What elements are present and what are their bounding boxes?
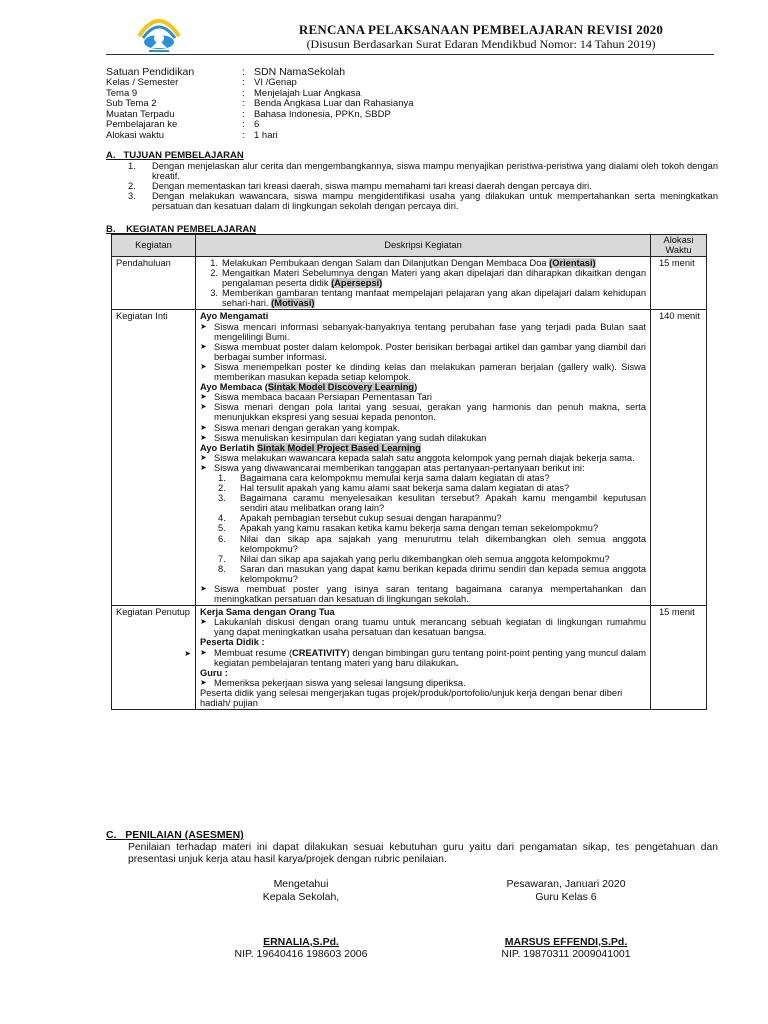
arrowhead-bullet-icon: ➤ <box>200 422 207 432</box>
table-row <box>112 606 707 710</box>
section-a-heading <box>106 150 244 161</box>
question-item <box>200 513 646 523</box>
signature-right <box>466 878 666 904</box>
arrowhead-bullet-icon: ➤ <box>200 647 207 657</box>
document-subtitle: (Disusun Berdasarkan Surat Edaran Mendikbud Nomor: 14 Tahun 2019) <box>306 37 656 51</box>
arrowhead-bullet-icon: ➤ <box>200 321 207 331</box>
arrowhead-bullet-icon: ➤ <box>200 392 207 402</box>
list-item <box>200 258 646 268</box>
identity-label: Pembelajaran ke <box>106 119 178 131</box>
table-header-row <box>112 235 707 257</box>
question-item <box>200 554 646 564</box>
identity-row <box>106 99 726 110</box>
item-text: Siswa melakukan wawancara kepada salah satu anggota kelompok yang pernah diajak bekerja sama. <box>214 452 635 463</box>
item-text: Siswa menuliskan kesimpulan dari kegiatan yang sudah dilakukan <box>214 432 487 443</box>
item-text: Siswa membuat poster dalam kelompok. Poster berisikan berbagai artikel dan gambar yang diambil dari berbagai sumber informasi. <box>214 341 646 362</box>
question-text: Bagaimana caramu menyelesaikan kesulitan tersebut? Apakah kamu mengambil keputusan sendiri atau melibatkan orang lain? <box>240 493 646 514</box>
section-title: KEGIATAN PEMBELAJARAN <box>126 224 257 235</box>
subheading-peserta-didik: Peserta Didik : <box>200 637 265 648</box>
inti-description <box>196 310 651 606</box>
question-number: 5. <box>218 523 226 534</box>
subheading-text: Ayo Berlatih <box>200 442 255 453</box>
section-letter: B. <box>106 224 116 235</box>
section-letter: A. <box>106 150 116 161</box>
item-text: Siswa yang diwawancarai memberikan tanggapan atas pertanyaan-pertanyaan berikut ini: <box>214 462 585 473</box>
arrowhead-bullet-icon: ➤ <box>200 677 207 687</box>
item-text: Mengaitkan Materi Sebelumnya dengan Materi yang akan dipelajari dan diharapkan dikaitkan dengan pengalaman peserta didik <box>222 268 646 289</box>
identity-row <box>106 120 726 131</box>
header-divider <box>106 54 714 55</box>
identity-label: Alokasi waktu <box>106 129 165 141</box>
signature-place-date: Pesawaran, Januari 2020 <box>506 878 626 890</box>
time-pendahuluan: 15 menit <box>651 257 707 310</box>
item-text: Dengan menjelaskan alur cerita dan mengembangkannya, siswa mampu menyajikan peristiwa-peristiwa yang dialami oleh tokoh dengan kreatif. <box>152 161 718 181</box>
question-number: 4. <box>218 513 226 524</box>
list-item <box>200 617 646 637</box>
identity-label: Sub Tema 2 <box>106 98 157 110</box>
item-tag: (Motivasi) <box>271 298 315 309</box>
signature-left <box>226 878 376 904</box>
question-item <box>200 523 646 533</box>
tut-wuri-handayani-logo <box>133 12 185 56</box>
stage-pendahuluan: Pendahuluan <box>112 257 196 310</box>
table-row <box>112 257 707 310</box>
identity-row <box>106 78 726 89</box>
header-deskripsi: Deskripsi Kegiatan <box>196 235 651 257</box>
assessment-text: Penilaian terhadap materi ini dapat dilakukan sesuai kebutuhan guru yaitu dari pengamatan sikap, tes pengetahuan dan presentasi unjuk kerja atau hasil karya/projek dengan rubric penilaian. <box>128 842 718 865</box>
header-kegiatan: Kegiatan <box>112 235 196 257</box>
identity-colon: : <box>242 98 245 110</box>
identity-label: Muatan Terpadu <box>106 108 175 120</box>
header-alokasi: Alokasi Waktu <box>651 235 707 257</box>
objectives-list <box>128 161 718 211</box>
item-number: 1. <box>128 161 136 171</box>
item-number: 3. <box>210 288 218 299</box>
identity-value: SDN NamaSekolah <box>254 66 346 78</box>
item-text: Membuat resume ( <box>214 647 293 658</box>
question-text: Bagaimana cara kelompokmu memulai kerja sama dalam kegiatan di atas? <box>240 472 550 483</box>
item-number: 3. <box>128 191 136 201</box>
subheading-close: ) <box>414 382 418 393</box>
question-item <box>200 564 646 584</box>
item-text: Siswa membaca bacaan Persiapan Pementasan Tari <box>214 392 432 403</box>
signature-role: Guru Kelas 6 <box>535 891 597 903</box>
list-item <box>200 288 646 308</box>
list-item <box>128 181 718 191</box>
subheading-kerja-sama: Kerja Sama dengan Orang Tua <box>200 607 335 618</box>
list-item <box>200 648 646 668</box>
item-text: Siswa menempelkan poster ke dinding kelas dan melakukan pameran berjalan (gallery walk). Siswa memberikan masukan kepada setiap kelompok. <box>214 361 646 383</box>
section-letter: C. <box>106 829 117 841</box>
arrowhead-bullet-icon: ➤ <box>200 361 207 371</box>
list-item <box>200 392 646 402</box>
signatory-left <box>206 936 396 960</box>
item-number: 2. <box>210 268 218 279</box>
model-tag: Sintak Model Project Based Learning <box>257 442 421 453</box>
question-text: Apakah yang kamu rasakan ketika kamu bekerja sama dengan teman sekelompokmu? <box>240 523 599 534</box>
closing-text: Peserta didik yang selesai mengerjakan tugas projek/produk/portofolio/unjuk kerja dengan benar diberi hadiah/ pujian <box>200 687 623 709</box>
table-row <box>112 310 707 606</box>
item-text: . <box>455 657 459 668</box>
signature-caption: Mengetahui <box>273 878 329 890</box>
identity-value: Bahasa Indonesia, PPKn, SBDP <box>254 108 391 120</box>
signatory-nip: NIP. 19870311 2009041001 <box>501 948 631 960</box>
arrowhead-bullet-icon: ➤ <box>200 452 207 462</box>
item-text: Siswa mencari informasi sebanyak-banyaknya tentang perubahan fase yang terjadi pada Bulan saat mengelilingi Bumi. <box>214 321 646 342</box>
signatory-right <box>466 936 666 960</box>
identity-colon: : <box>242 129 245 141</box>
identity-label: Kelas / Semester <box>106 77 179 88</box>
list-item <box>200 453 646 463</box>
identity-label: Satuan Pendidikan <box>106 66 195 78</box>
item-emphasis: CREATIVITY <box>292 647 347 658</box>
item-tag: (Apersepsi) <box>331 278 383 289</box>
question-item <box>200 483 646 493</box>
question-text: Nilai dan sikap apa sajakah yang menurutmu telah dikembangkan oleh semua anggota kelompokmu? <box>240 533 646 554</box>
item-text: Dengan mementaskan tari kreasi daerah, siswa mampu memahami tari kreasi daerah dengan percaya diri. <box>152 181 592 191</box>
question-item <box>200 493 646 513</box>
question-number: 2. <box>218 483 226 494</box>
model-tag: Sintak Model Discovery Learning <box>267 382 415 393</box>
identity-value: 1 hari <box>254 129 278 141</box>
list-item <box>128 161 718 181</box>
question-number: 6. <box>218 533 226 544</box>
item-tag: (Orientasi) <box>549 258 596 268</box>
item-text: Melakukan Pembukaan dengan Salam dan Dilanjutkan Dengan Membaca Doa <box>222 258 547 268</box>
list-item <box>200 402 646 422</box>
question-text: Saran dan masukan yang dapat kamu berikan kepada dirimu sendiri dan kepada semua anggota kelompokmu? <box>240 563 646 584</box>
arrowhead-bullet-icon: ➤ <box>200 584 207 593</box>
question-text: Nilai dan sikap apa sajakah yang perlu dikembangkan oleh semua anggota kelompokmu? <box>240 553 610 564</box>
item-text: Lakukanlah diskusi dengan orang tuamu untuk merancang sebuah kegiatan di lingkungan rumahmu yang dapat meningkatkan usaha persatuan dan kesatuan bangsa. <box>214 617 646 638</box>
list-item <box>200 268 646 288</box>
stage-label: Kegiatan Penutup <box>116 607 190 618</box>
penutup-description <box>196 606 651 710</box>
document-title: RENCANA PELAKSANAAN PEMBELAJARAN REVISI 2020 <box>298 22 664 37</box>
question-text: Apakah pembagian tersebut cukup sesuai dengan harapanmu? <box>240 513 502 524</box>
item-text: Siswa menari dengan gerakan yang kompak. <box>214 422 401 433</box>
list-item <box>128 191 718 211</box>
question-number: 1. <box>218 472 226 483</box>
list-item <box>200 362 646 382</box>
identity-row <box>106 131 726 142</box>
section-title: PENILAIAN (ASESMEN) <box>125 829 244 841</box>
pendahuluan-description <box>196 257 651 310</box>
item-text: Memberikan gambaran tentang manfaat mempelajari pelajaran yang akan dipelajari dalam kehidupan sehari-hari. <box>222 288 646 309</box>
list-item <box>200 322 646 342</box>
identity-colon: : <box>242 108 245 120</box>
arrowhead-bullet-icon: ➤ <box>200 432 207 442</box>
item-text: Siswa menari dengan pola lantai yang sesuai, gerakan yang harmonis dan penuh makna, serta menunjukkan ekspresi yang sesuai kepada penonton. <box>214 402 646 423</box>
identity-row <box>106 89 726 100</box>
identity-colon: : <box>242 87 245 99</box>
arrowhead-bullet-icon: ➤ <box>184 649 191 659</box>
list-item <box>200 433 646 443</box>
arrowhead-bullet-icon: ➤ <box>200 617 207 627</box>
subheading-membaca <box>200 382 646 392</box>
question-number: 3. <box>218 493 226 504</box>
question-number: 8. <box>218 563 226 574</box>
time-penutup: 15 menit <box>651 606 707 710</box>
question-number: 7. <box>218 553 226 564</box>
identity-value: Menjelajah Luar Angkasa <box>254 87 361 99</box>
identity-value: VI /Genap <box>254 77 297 88</box>
item-number: 1. <box>210 258 218 268</box>
item-text: ) dengan bimbingan guru tentang point-point penting yang muncul dalam kegiatan pembelajaran tentang materi yang baru dilakukan <box>214 647 646 668</box>
identity-colon: : <box>242 119 245 131</box>
list-item <box>200 342 646 362</box>
section-c-heading <box>106 829 244 841</box>
section-title: TUJUAN PEMBELAJARAN <box>123 150 244 161</box>
arrowhead-bullet-icon: ➤ <box>200 341 207 351</box>
arrowhead-bullet-icon: ➤ <box>200 402 207 412</box>
identity-block <box>106 66 726 142</box>
subheading-berlatih <box>200 443 646 453</box>
signatory-name: ERNALIA,S.Pd. <box>263 936 339 948</box>
question-text: Hal tersulit apakah yang kamu alami saat bekerja sama dalam kegiatan di atas? <box>240 483 570 494</box>
list-item <box>200 678 646 688</box>
item-text: Siswa membuat poster yang isinya saran tentang bagaimana caranya mempertahankan dan meningkatkan persatuan dan kesatuan di lingkungan sekolah. <box>214 584 646 605</box>
signatory-nip: NIP. 19640416 198603 2006 <box>234 948 368 960</box>
identity-colon: : <box>242 77 245 88</box>
item-text: Memeriksa pekerjaan siswa yang selesai langsung diperiksa. <box>214 677 466 688</box>
identity-label: Tema 9 <box>106 87 138 99</box>
stage-inti: Kegiatan Inti <box>112 310 196 606</box>
subheading-guru: Guru : <box>200 667 228 678</box>
arrowhead-bullet-icon: ➤ <box>200 462 207 472</box>
stage-penutup <box>112 606 196 710</box>
signature-role: Kepala Sekolah, <box>262 891 340 903</box>
activities-table <box>111 234 707 710</box>
subheading-mengamati: Ayo Mengamati <box>200 311 269 322</box>
signatory-name: MARSUS EFFENDI,S.Pd. <box>504 936 628 948</box>
question-item <box>200 534 646 554</box>
list-item <box>200 584 646 604</box>
item-text: Dengan melakukan wawancara, siswa mampu mengidentifikasi usaha yang dilakukan untuk mempertahankan serta meningkatkan persatuan dan kesatuan dalam di lingkungan sekolah dengan percaya diri. <box>152 191 718 211</box>
identity-colon: : <box>242 66 245 78</box>
list-item <box>200 423 646 433</box>
item-number: 2. <box>128 181 136 191</box>
identity-row <box>106 110 726 121</box>
identity-value: 6 <box>254 119 260 131</box>
question-item <box>200 473 646 483</box>
list-item <box>200 463 646 473</box>
time-inti: 140 menit <box>651 310 707 606</box>
subheading-text: Ayo Membaca ( <box>200 382 268 393</box>
identity-value: Benda Angkasa Luar dan Rahasianya <box>254 98 414 110</box>
identity-row <box>106 66 726 78</box>
